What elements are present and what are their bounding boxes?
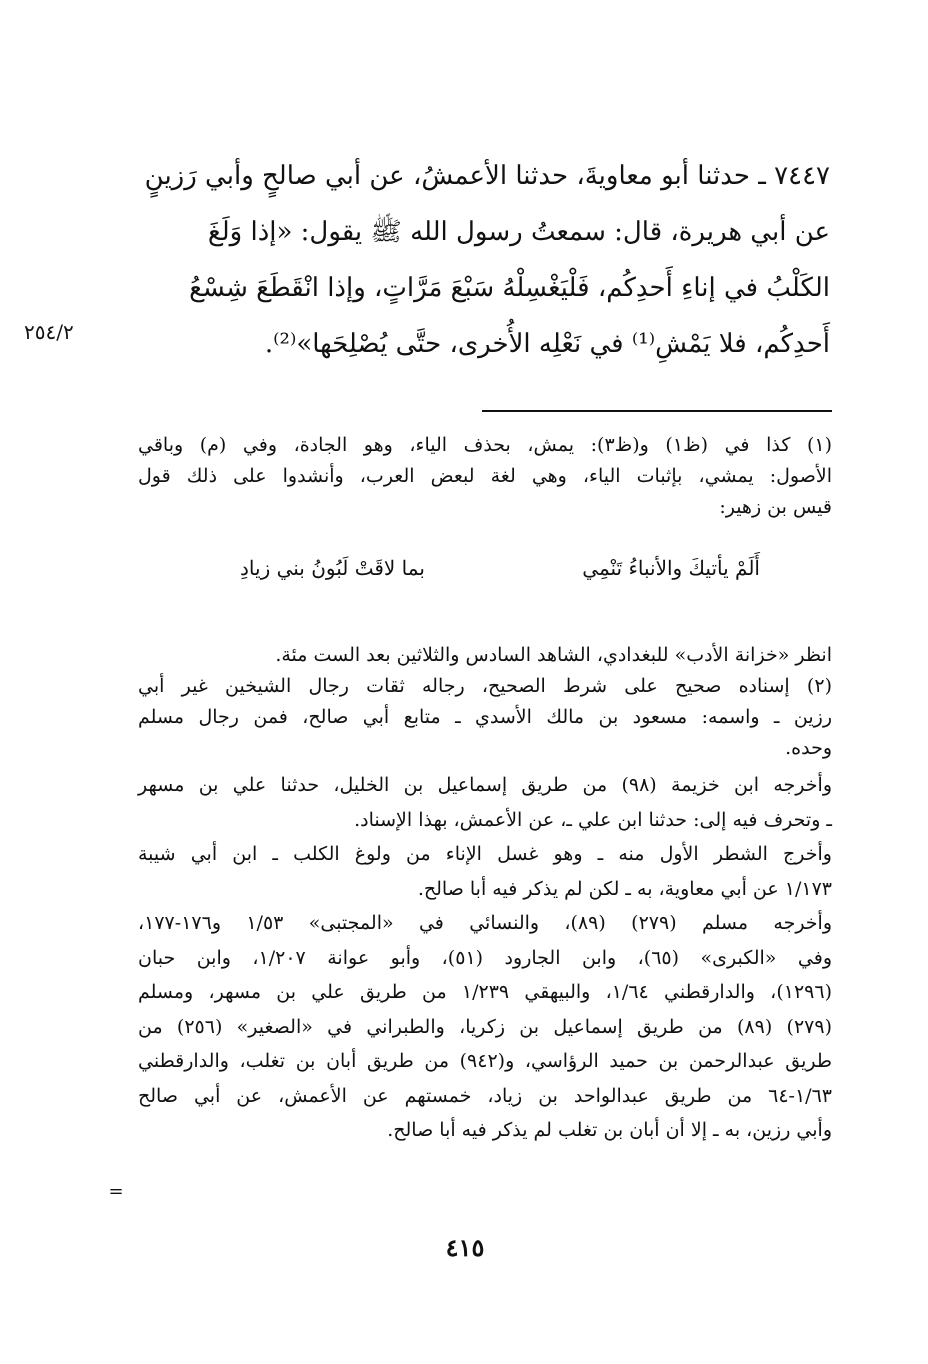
- footnote-line: (٢) إسناده صحيح على شرط الصحيح، رجاله ثقات رجال الشيخين غير أبي: [138, 675, 832, 697]
- footnote-line: (٢٧٩) (٨٩) من طريق إسماعيل بن زكريا، والطبراني في «الصغير» (٢٥٦) من: [138, 1015, 833, 1038]
- footnote-line: ١/٦٣-٦٤ من طريق عبدالواحد بن زياد، خمستهم عن الأعمش، عن أبي صالح: [138, 1084, 832, 1107]
- footnote-block-3: [138, 768, 832, 1148]
- footnote-line: وأخرجه ابن خزيمة (٩٨) من طريق إسماعيل بن الخليل، حدثنا علي بن مسهر: [138, 774, 832, 796]
- footnote-line: وأخرج الشطر الأول منه ـ وهو غسل الإناء من ولوغ الكلب ـ ابن أبي شيبة: [138, 843, 832, 865]
- footnote-line: الأصول: يمشي، بإثبات الياء، وهي لغة لبعض العرب، وأنشدوا على ذلك قول: [138, 465, 832, 487]
- page-number: ٤١٥: [445, 1233, 485, 1262]
- poetry-hemistich-left: بما لاقَتْ لَبُونُ بني زيادِ: [240, 556, 425, 580]
- hadith-line: أَحدِكُم، فلا يَمْشِ⁽¹⁾ في نَعْلِه الأُخرى، حتَّى يُصْلِحَها»⁽²⁾.: [264, 329, 830, 359]
- hadith-line: الكَلْبُ في إناءِ أَحدِكُم، فَلْيَغْسِلْهُ سَبْعَ مَرَّاتٍ، وإذا انْقَطَعَ شِسْعُ: [189, 273, 830, 303]
- footnote-line: رزين ـ واسمه: مسعود بن مالك الأسدي ـ متابع أبي صالح، فمن رجال مسلم: [138, 706, 832, 728]
- poetry-verse: [240, 552, 760, 584]
- poetry-hemistich-right: أَلَمْ يأتيكَ والأنباءُ تَنْمِي: [582, 556, 760, 580]
- footnote-line: وفي «الكبرى» (٦٥)، وابن الجارود (٥١)، وأبو عوانة ١/٢٠٧، وابن حبان: [138, 946, 832, 969]
- footnote-line: وأخرجه مسلم (٢٧٩) (٨٩)، والنسائي في «المجتبى» ١/٥٣ و١٧٦-١٧٧،: [138, 912, 832, 934]
- margin-volume-page-reference: ٢٥٤/٢: [24, 320, 74, 344]
- footnote-line: انظر «خزانة الأدب» للبغدادي، الشاهد السادس والثلاثين بعد الست مئة.: [275, 644, 832, 666]
- hadith-line: ٧٤٤٧ ـ حدثنا أبو معاويةَ، حدثنا الأعمشُ، عن أبي صالحٍ وأبي رَزينٍ: [144, 161, 830, 191]
- footnote-line: وحده.: [785, 737, 832, 759]
- footnote-line: طريق عبدالرحمن بن حميد الرؤاسي، و(٩٤٢) من طريق أبان بن تغلب، والدارقطني: [138, 1050, 832, 1072]
- footnote-block-2: [138, 640, 832, 764]
- footnote-line: (١٢٩٦)، والدارقطني ١/٦٤، والبيهقي ١/٢٣٩ من طريق علي بن مسهر، ومسلم: [138, 981, 832, 1003]
- continuation-mark: =: [108, 1181, 124, 1202]
- footnote-line: (١) كذا في (ظ١) و(ظ٣): يمش، بحذف الياء، وهو الجادة، وفي (م) وباقي: [138, 434, 833, 456]
- footnote-separator: [482, 410, 832, 412]
- footnote-block-1: [138, 430, 832, 523]
- hadith-main-text: [140, 148, 830, 372]
- footnote-line: ١/١٧٣ عن أبي معاوية، به ـ لكن لم يذكر فيه أبا صالح.: [417, 877, 832, 900]
- footnote-line: قيس بن زهير:: [719, 496, 832, 518]
- hadith-line: عن أبي هريرة، قال: سمعتُ رسول الله ﷺ يقول: «إذا وَلَغَ: [207, 217, 830, 247]
- footnote-line: وأبي رزين، به ـ إلا أن أبان بن تغلب لم يذكر فيه أبا صالح.: [387, 1119, 832, 1141]
- footnote-line: ـ وتحرف فيه إلى: حدثنا ابن علي ـ، عن الأعمش، بهذا الإسناد.: [354, 808, 832, 831]
